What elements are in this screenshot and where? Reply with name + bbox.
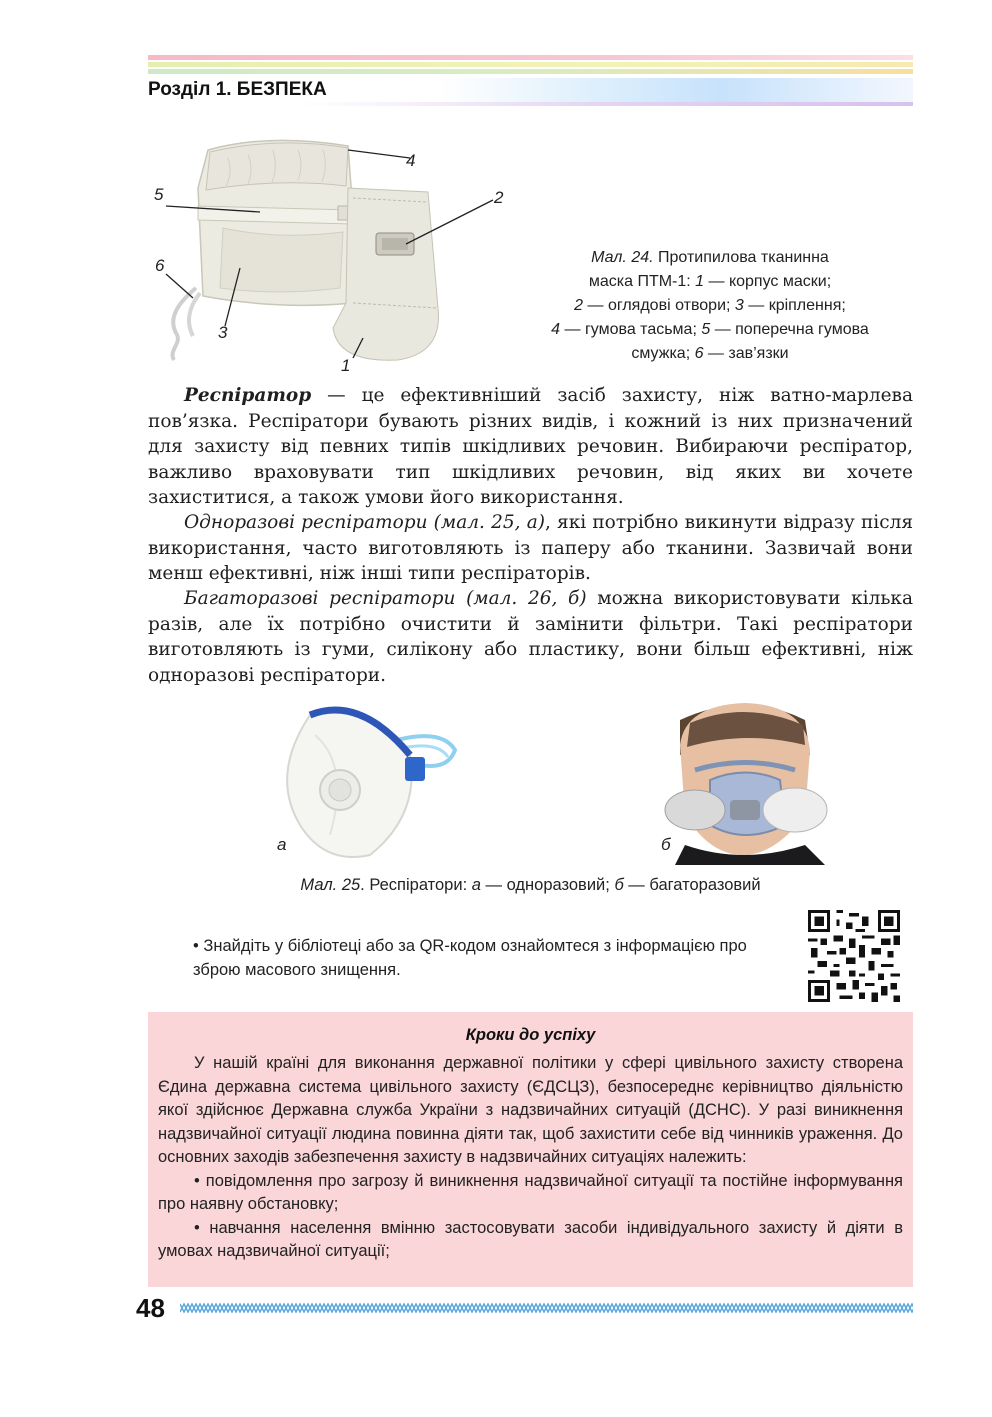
callout-3: 3 (218, 323, 228, 342)
steps-box-body (158, 1052, 903, 1264)
header-stripe-pink (148, 55, 913, 60)
header-stripe-green (148, 69, 913, 74)
reusable-respirator-photo (655, 695, 830, 865)
callout-5: 5 (154, 185, 164, 204)
page-number: 48 (136, 1293, 165, 1323)
paragraph-reusable: Багаторазові респіратори (мал. 26, б) можна використовувати кілька разів, але їх потрібно очистити й замінити фільтри. Такі респіратори виготовляють із гуми, силікону або пластику, вони більш ефективні, ніж одноразові респіратори. (148, 588, 913, 686)
callout-4: 4 (406, 151, 416, 170)
callout-1: 1 (341, 356, 351, 375)
term-respirator: Респіратор (184, 385, 312, 406)
paragraph-disposable: Одноразові респіратори (мал. 25, а), які потрібно викинути відразу після використання, часто виготовляють із паперу або тканини. Зазвичай вони менш ефективні, ніж інші типи респіраторів. (148, 512, 913, 584)
callout-2: 2 (494, 188, 504, 207)
footer-zigzag-ornament (180, 1301, 913, 1315)
term-reusable: Багаторазові респіратори (мал. 26, б) (184, 588, 587, 609)
cloth-mask-illustration (148, 128, 518, 373)
figure25-caption: Мал. 25. Респіратори: а — одноразовий; б — багаторазовий (300, 876, 761, 894)
figure25-label-a: а (277, 835, 287, 854)
paragraph-respirator: Респіратор — це ефективніший засіб захисту, ніж ватно-марлева пов’язка. Респіратори бувають різних видів, і кожний із них призначений для захисту від певних типів шкідливих речовин. Вибираючи респіратор, важливо враховувати тип шкідливих речовин, від яких ви хочете захиститися, а також умови його використання. (148, 385, 913, 508)
header-stripe-yellow (148, 62, 913, 67)
section-title: Розділ 1. БЕЗПЕКА (148, 79, 327, 100)
task-text: • Знайдіть у бібліотеці або за QR-кодом ознайомтеся з інформацією про зброю масового знищення. (193, 937, 747, 979)
figure25-label-b: б (661, 835, 671, 854)
steps-box-bullet-1: • повідомлення про загрозу й виникнення надзвичайної ситуації та постійне інформування про наявну обстановку; (158, 1171, 903, 1213)
qr-code-icon[interactable] (808, 910, 900, 1002)
figure24-caption: Мал. 24. Протипилова тканинна маска ПТМ-1: 1 — корпус маски; 2 — оглядові отвори; 3 — кріплення; 4 — гумова тасьма; 5 — поперечна гумова смужка; 6 — зав’язки (551, 249, 869, 362)
steps-box-bullet-2: • навчання населення вмінню застосовувати засоби індивідуального захисту й діяти в умовах надзвичайної ситуації; (158, 1218, 903, 1260)
callout-6: 6 (155, 256, 165, 275)
disposable-respirator-image (270, 695, 470, 865)
steps-box-intro: У нашій країні для виконання державної політики у сфері цивільного захисту створена Єдина державна система цивільного захисту (ЄДСЦЗ), безпосереднє керівництво діяльністю якої здійснює Державна служба України з надзвичайних ситуацій (ДСНС). У разі виникнення надзвичайної ситуації людина повинна діяти так, щоб захистити себе від чинників ураження. До основних заходів забезпечення захисту в надзвичайних ситуаціях належить: (158, 1054, 903, 1166)
term-disposable: Одноразові респіратори (мал. 25, а) (184, 512, 545, 533)
steps-box-title: Кроки до успіху (465, 1026, 596, 1044)
section-band-violet (148, 102, 913, 106)
steps-to-success-box (148, 1012, 913, 1287)
